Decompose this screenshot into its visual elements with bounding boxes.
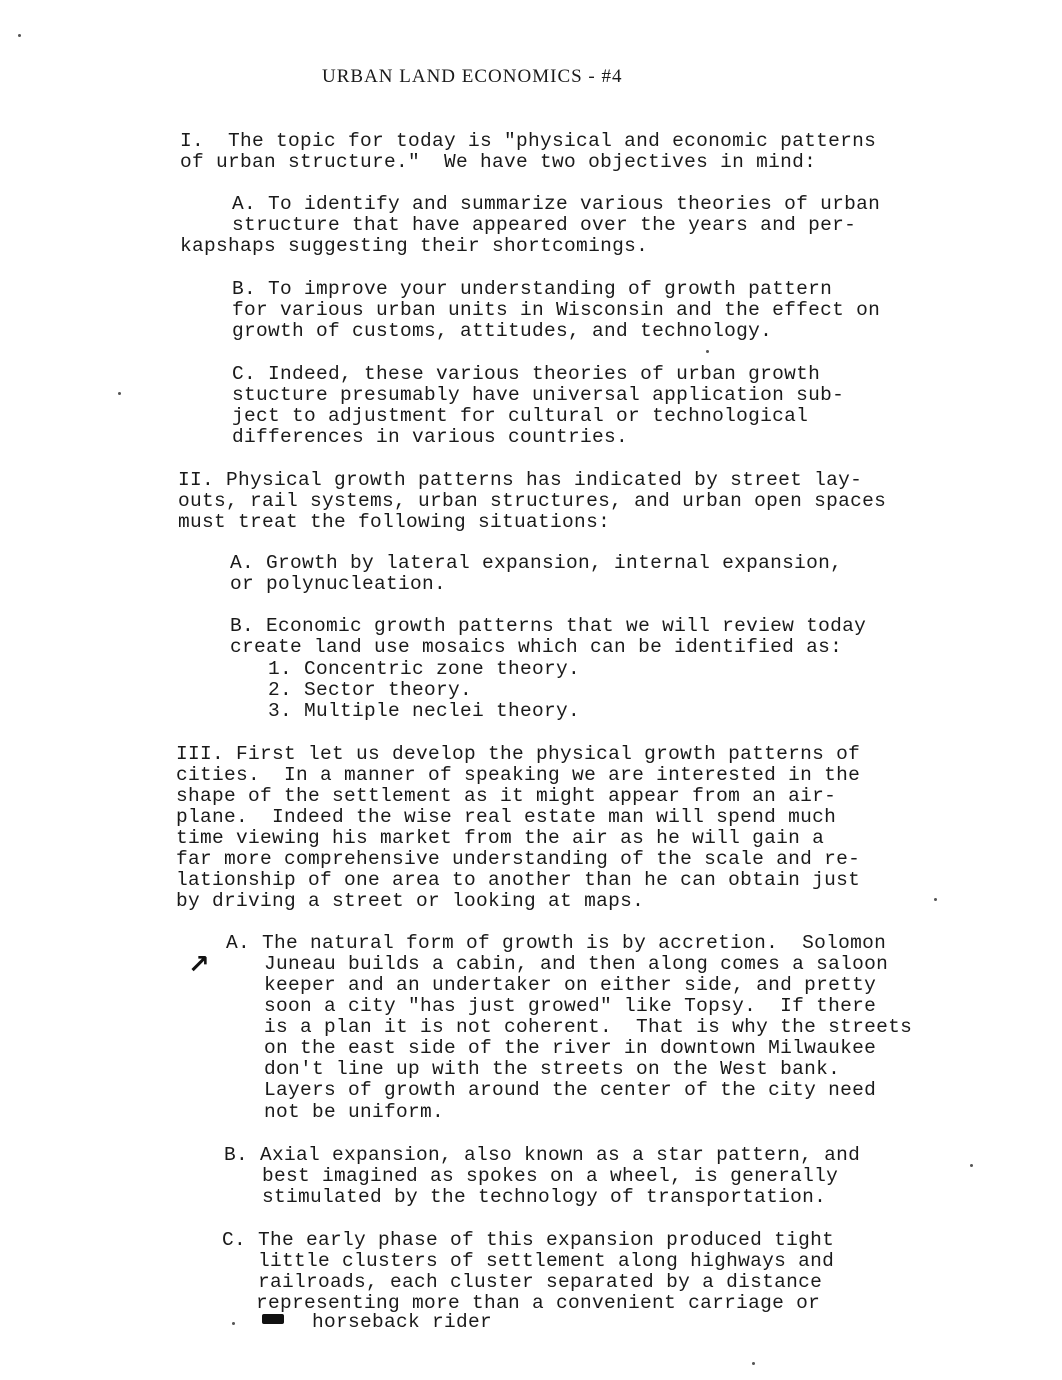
scan-speck — [934, 898, 937, 901]
section-1-line-1: I. The topic for today is "physical and economic patterns — [180, 130, 877, 152]
theory-list-item-1: 1. Concentric zone theory. — [268, 658, 581, 680]
section-3-line-6: far more comprehensive understanding of the scale and re- — [176, 848, 861, 870]
section-3-line-2: cities. In a manner of speaking we are interested in the — [176, 764, 861, 786]
section-1-item-c-line-1: C. Indeed, these various theories of urban growth — [232, 363, 821, 385]
section-3-item-a-line-7: don't line up with the streets on the West bank. — [264, 1058, 841, 1080]
section-3-item-a-line-9: not be uniform. — [264, 1101, 445, 1123]
section-2-item-a-line-1: A. Growth by lateral expansion, internal expansion, — [230, 552, 843, 574]
section-1-item-c-line-3: ject to adjustment for cultural or technological — [232, 405, 809, 427]
section-1-item-b-line-1: B. To improve your understanding of growth pattern — [232, 278, 833, 300]
document-title: URBAN LAND ECONOMICS - #4 — [322, 66, 623, 87]
scan-speck — [706, 350, 709, 353]
section-3-line-1: III. First let us develop the physical growth patterns of — [176, 743, 861, 765]
section-3-item-c-line-1: C. The early phase of this expansion produced tight — [222, 1229, 835, 1251]
section-3-item-a-line-4: soon a city "has just growed" like Topsy. If there — [264, 995, 877, 1017]
section-2-line-3: must treat the following situations: — [178, 511, 611, 533]
section-3-line-8: by driving a street or looking at maps. — [176, 890, 645, 912]
section-2-item-b-line-1: B. Economic growth patterns that we will review today — [230, 615, 867, 637]
section-3-item-a-line-1: A. The natural form of growth is by accretion. Solomon — [226, 932, 887, 954]
section-2-line-1: II. Physical growth patterns has indicated by street lay- — [178, 469, 863, 491]
scan-speck — [970, 1164, 973, 1167]
section-3-line-3: shape of the settlement as it might appear from an air- — [176, 785, 837, 807]
section-2-item-b-line-2: create land use mosaics which can be identified as: — [230, 636, 843, 658]
scan-speck — [232, 1322, 235, 1325]
section-3-item-b-line-2: best imagined as spokes on a wheel, is generally — [262, 1165, 839, 1187]
ink-smudge — [262, 1314, 284, 1324]
scan-speck — [18, 34, 21, 37]
section-1-item-b-line-3: growth of customs, attitudes, and technology. — [232, 320, 773, 342]
section-1-item-a-line-2: structure that have appeared over the years and per- — [232, 214, 857, 236]
theory-list-item-3: 3. Multiple neclei theory. — [268, 700, 581, 722]
scan-speck — [118, 392, 121, 395]
section-3-item-c-line-5: horseback rider — [312, 1311, 493, 1333]
section-3-item-a-line-8: Layers of growth around the center of the city need — [264, 1079, 877, 1101]
section-3-line-4: plane. Indeed the wise real estate man will spend much — [176, 806, 837, 828]
section-3-item-c-line-2: little clusters of settlement along highways and — [258, 1250, 835, 1272]
section-3-item-b-line-1: B. Axial expansion, also known as a star pattern, and — [224, 1144, 861, 1166]
section-3-item-c-line-3: railroads, each cluster separated by a distance — [258, 1271, 823, 1293]
section-3-item-a-line-6: on the east side of the river in downtown Milwaukee — [264, 1037, 877, 1059]
section-3-item-a-line-3: keeper and an undertaker on either side, and pretty — [264, 974, 877, 996]
section-1-line-2: of urban structure." We have two objectives in mind: — [180, 151, 817, 173]
section-3-item-a-line-5: is a plan it is not coherent. That is why the streets — [264, 1016, 913, 1038]
section-1-item-a-line-3: kapshaps suggesting their shortcomings. — [180, 235, 649, 257]
section-3-item-a-line-2: Juneau builds a cabin, and then along comes a saloon — [264, 953, 889, 975]
section-3-line-7: lationship of one area to another than he can obtain just — [176, 869, 861, 891]
section-3-item-b-line-3: stimulated by the technology of transportation. — [262, 1186, 827, 1208]
section-2-line-2: outs, rail systems, urban structures, and urban open spaces — [178, 490, 887, 512]
section-3-item-c-line-4: representing more than a convenient carriage or — [256, 1292, 821, 1314]
section-1-item-c-line-4: differences in various countries. — [232, 426, 629, 448]
section-3-line-5: time viewing his market from the air as he will gain a — [176, 827, 825, 849]
theory-list-item-2: 2. Sector theory. — [268, 679, 473, 701]
section-1-item-b-line-2: for various urban units in Wisconsin and the effect on — [232, 299, 881, 321]
scan-speck — [752, 1362, 755, 1365]
section-1-item-a-line-1: A. To identify and summarize various theories of urban — [232, 193, 881, 215]
section-2-item-a-line-2: or polynucleation. — [230, 573, 447, 595]
margin-check-mark: ↗ — [188, 950, 210, 980]
section-1-item-c-line-2: stucture presumably have universal application sub- — [232, 384, 845, 406]
